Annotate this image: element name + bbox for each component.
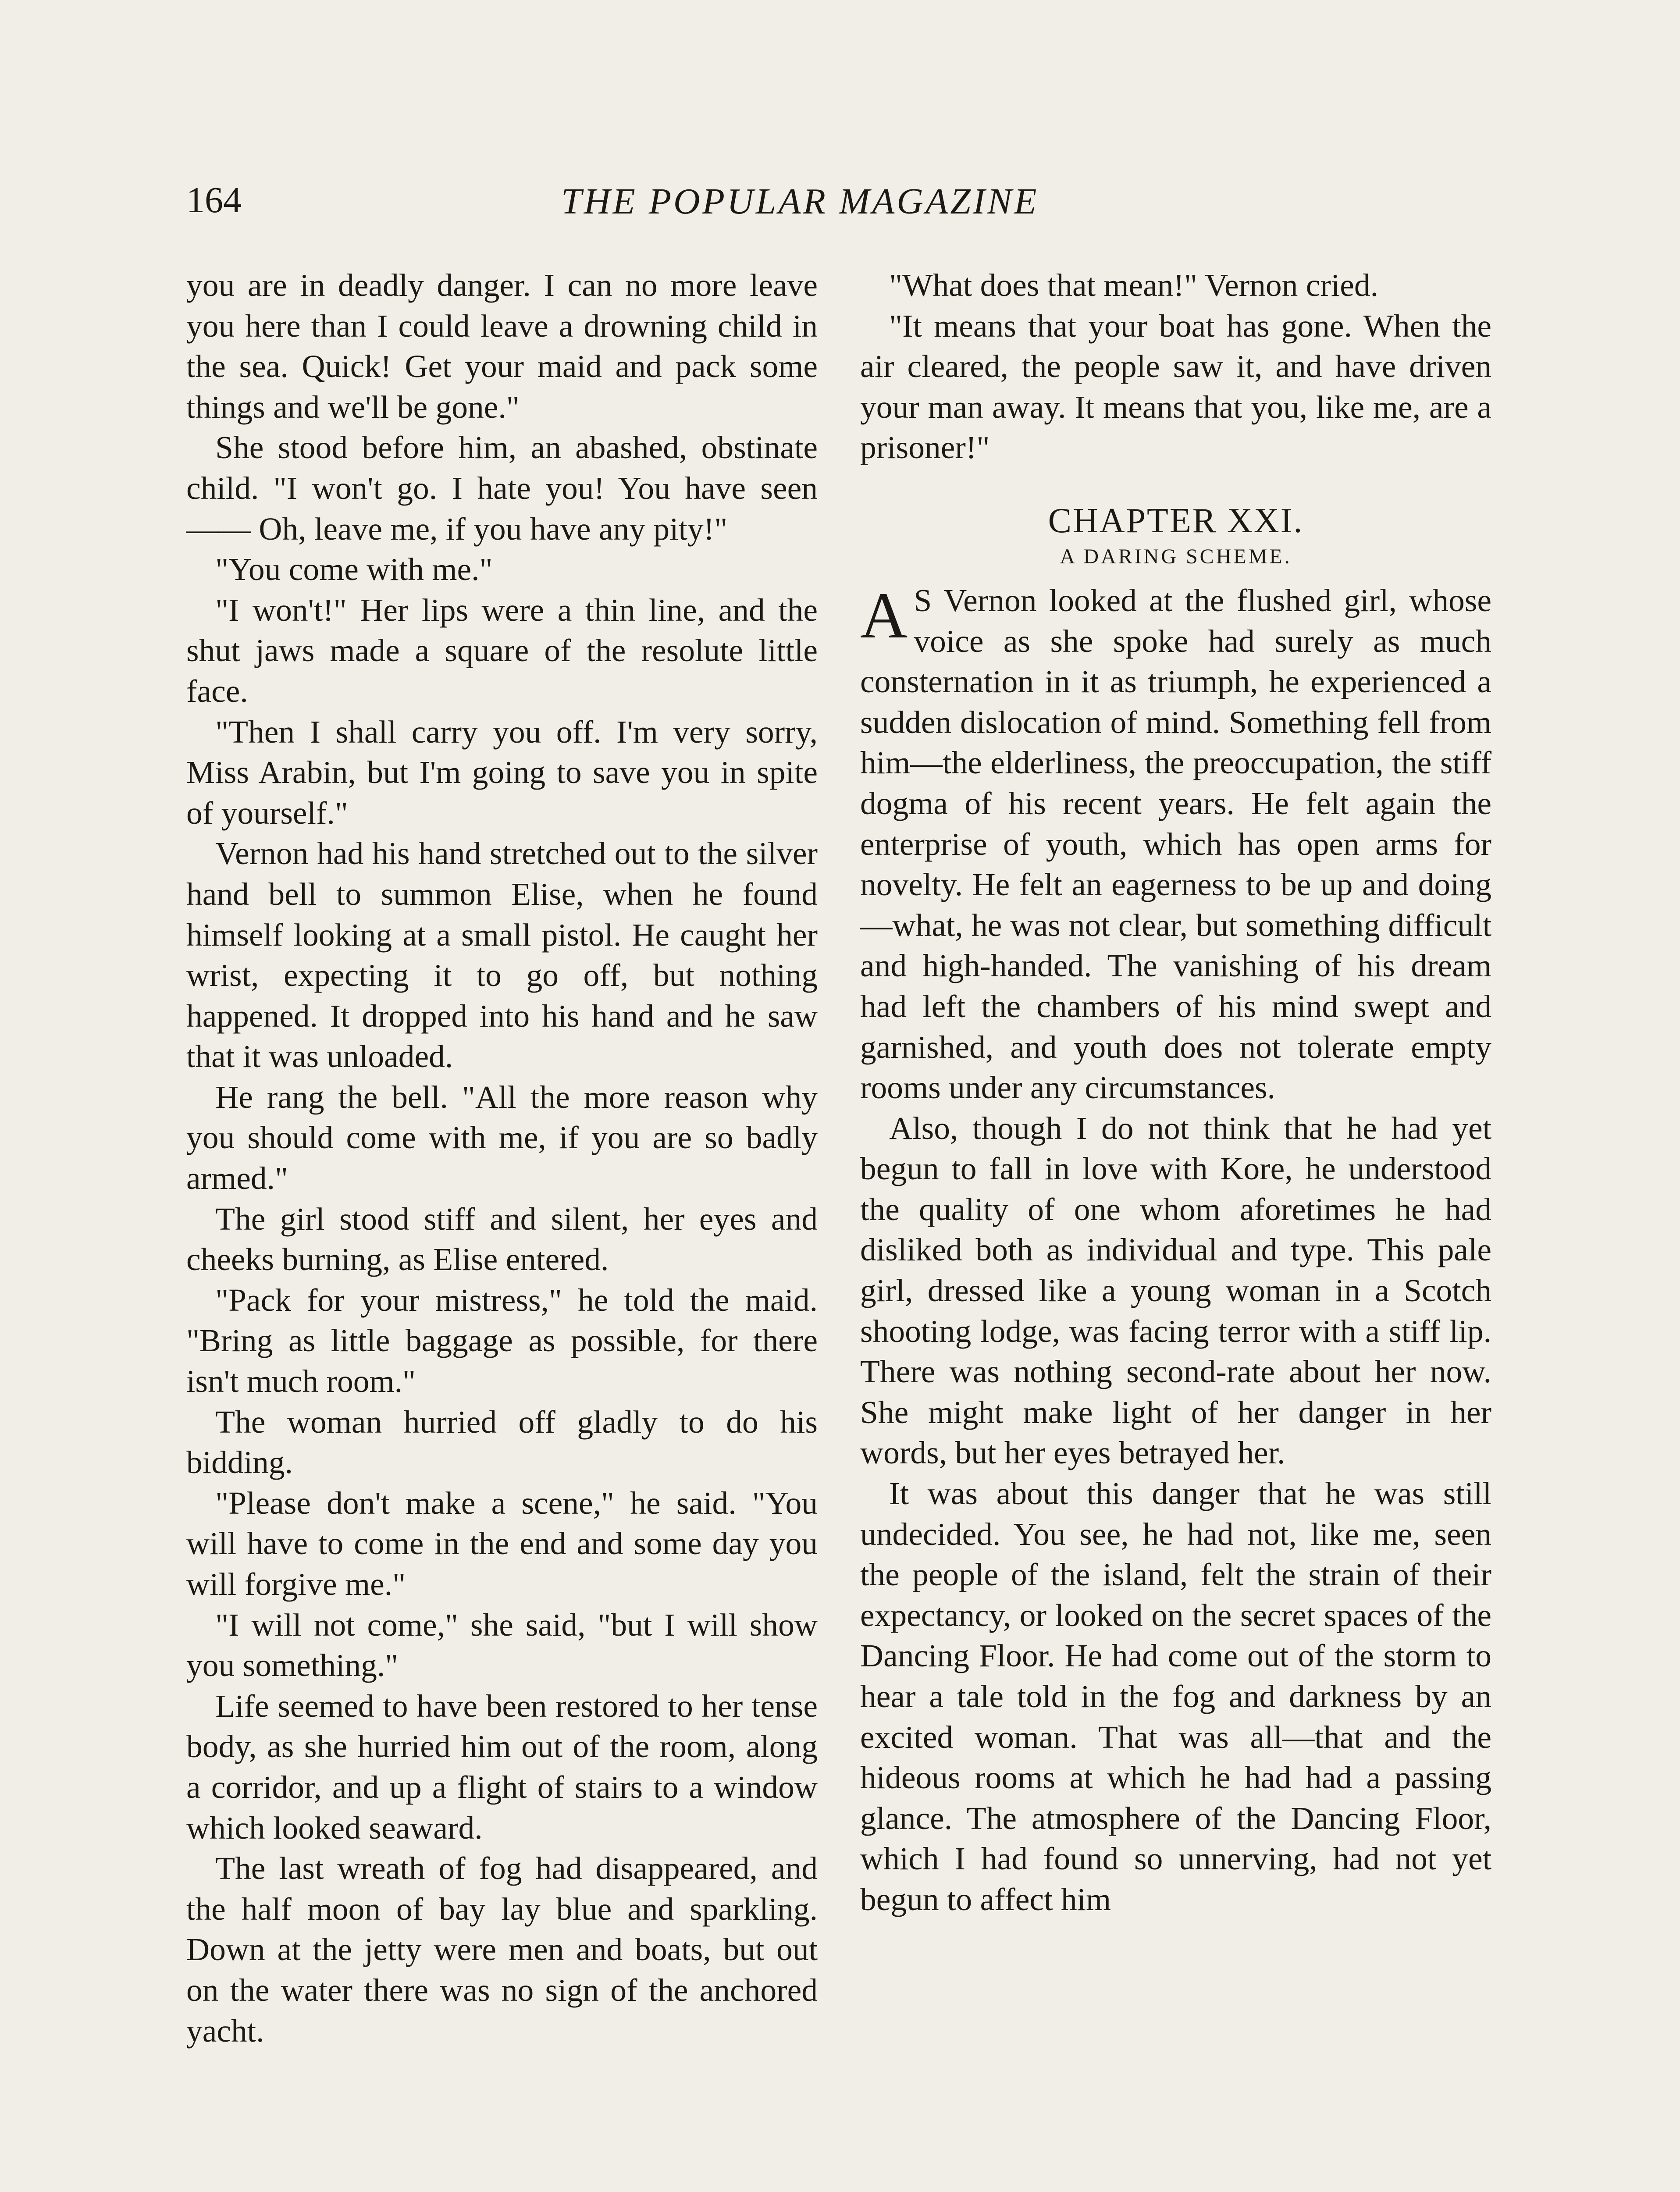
drop-cap: A xyxy=(860,579,908,652)
right-column xyxy=(860,265,1491,1920)
paragraph: you are in deadly danger. I can no more leave you here than I could leave a drowning child in the sea. Quick! Get your maid and pack some things and we'll be gone." xyxy=(186,267,818,425)
paragraph: "I will not come," she said, "but I will show you something." xyxy=(186,1607,818,1683)
running-title: THE POPULAR MAGAZINE xyxy=(561,181,1039,222)
paragraph: "You come with me." xyxy=(215,552,493,587)
paragraph: It was about this danger that he was still undecided. You see, he had not, like me, seen the people of the island, felt the strain of their expectancy, or looked on the secret spaces of the Dancing Floor. He had come out of the storm to hear a tale told in the fog and darkness by an excited woman. That was all—that and the hideous rooms at which he had had a passing glance. The atmosphere of the Dancing Floor, which I had found so unnerving, had not yet begun to affect him xyxy=(860,1476,1491,1917)
paragraph: He rang the bell. "All the more reason why you should come with me, if you are so badly armed." xyxy=(186,1079,818,1196)
paragraph: The last wreath of fog had disappeared, and the half moon of bay lay blue and sparkling. Down at the jetty were men and boats, but out on the water there was no sign of the anchored yacht. xyxy=(186,1850,818,2049)
paragraph: "Please don't make a scene," he said. "You will have to come in the end and some day you will forgive me." xyxy=(186,1485,818,1602)
paragraph: "I won't!" Her lips were a thin line, and the shut jaws made a square of the resolute little face. xyxy=(186,592,818,709)
chapter-opening-paragraph xyxy=(860,580,1491,1108)
paragraph: Vernon had his hand stretched out to the silver hand bell to summon Elise, when he found himself looking at a small pistol. He caught her wrist, expecting it to go off, but nothing happened. It dropped into his hand and he saw that it was unloaded. xyxy=(186,836,818,1075)
chapter-title: CHAPTER XXI. xyxy=(1048,501,1304,540)
paragraph: The woman hurried off gladly to do his bidding. xyxy=(186,1404,818,1480)
paragraph: "What does that mean!" Vernon cried. xyxy=(889,267,1378,303)
paragraph-text: S Vernon looked at the flushed girl, whose voice as she spoke had surely as much consternation in it as triumph, he experienced a sudden dislocation of mind. Something fell from him—the elderliness, the preoccupation, the stiff dogma of his recent years. He felt again the enterprise of youth, which has open arms for novelty. He felt an eagerness to be up and doing—what, he was not clear, but something difficult and high-handed. The vanishing of his dream had left the chambers of his mind swept and garnished, and youth does not tolerate empty rooms under any circumstances. xyxy=(860,582,1491,1106)
chapter-subtitle: A DARING SCHEME. xyxy=(1060,544,1292,568)
paragraph: She stood before him, an abashed, obstinate child. "I won't go. I hate you! You have seen—— Oh, leave me, if you have any pity!" xyxy=(186,430,818,547)
paragraph: Also, though I do not think that he had yet begun to fall in love with Kore, he understood the quality of one whom aforetimes he had disliked both as individual and type. This pale girl, dressed like a young woman in a Scotch shooting lodge, was facing terror with a stiff lip. There was nothing second-rate about her now. She might make light of her danger in her words, but her eyes betrayed her. xyxy=(860,1110,1491,1471)
paragraph: "Pack for your mistress," he told the maid. "Bring as little baggage as possible, for there isn't much room." xyxy=(186,1282,818,1399)
page-number: 164 xyxy=(186,180,242,221)
paragraph: "It means that your boat has gone. When the air cleared, the people saw it, and have driven your man away. It means that you, like me, are a prisoner!" xyxy=(860,308,1491,466)
paragraph: "Then I shall carry you off. I'm very sorry, Miss Arabin, but I'm going to save you in spite of yourself." xyxy=(186,714,818,831)
left-column xyxy=(186,265,818,2051)
paragraph: Life seemed to have been restored to her tense body, as she hurried him out of the room, along a corridor, and up a flight of stairs to a window which looked seaward. xyxy=(186,1688,818,1846)
paragraph: The girl stood stiff and silent, her eyes and cheeks burning, as Elise entered. xyxy=(186,1201,818,1277)
